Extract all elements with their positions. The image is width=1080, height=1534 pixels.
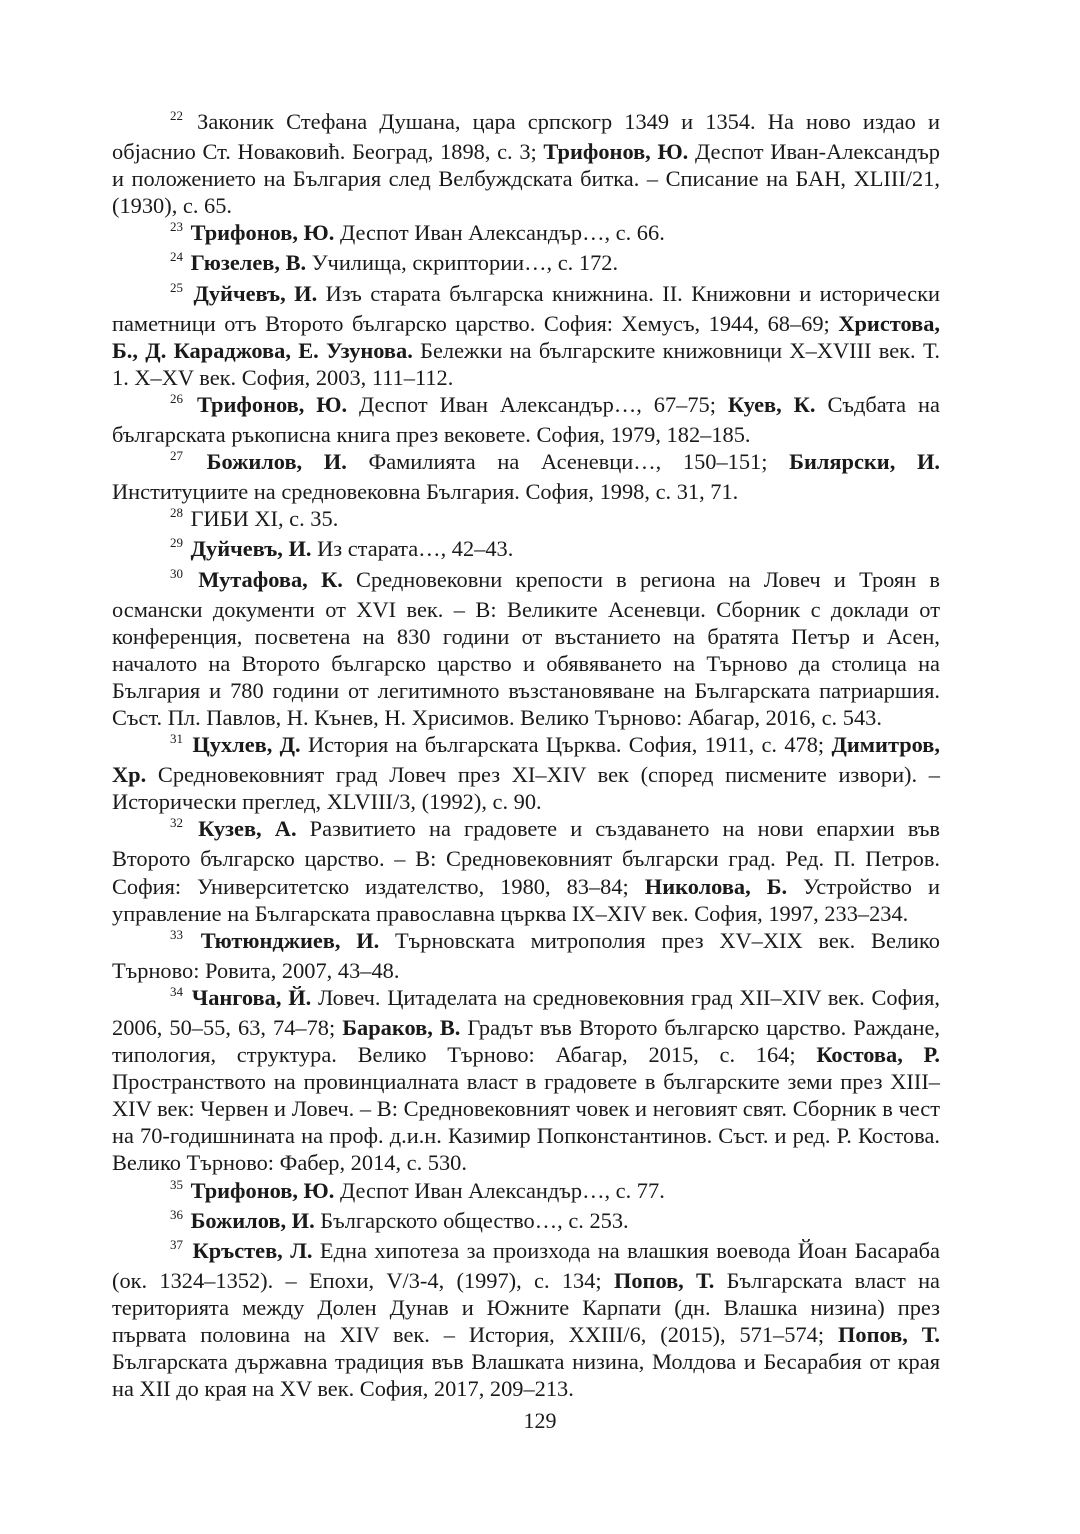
footnote-27 (112, 448, 940, 505)
footnote-25 (112, 280, 940, 391)
footnote-34 (112, 984, 940, 1177)
footnotes-block (112, 108, 940, 1402)
footnote-24 (112, 249, 940, 279)
author-name: Димитров, Хр. (112, 732, 940, 788)
citation-text: Деспот Иван Александър…, 67–75; (347, 391, 728, 417)
author-name: Кузев, А. (198, 816, 297, 842)
footnote-number: 30 (170, 565, 183, 581)
author-name: Трифонов, Ю. (196, 391, 348, 417)
footnote-23 (112, 219, 940, 249)
author-name: Трифонов, Ю. (190, 220, 335, 246)
author-name: Николова, Б. (644, 873, 788, 899)
citation-text: Една хипотеза за произхода на влашкия воевода Йоан Басараба (ок. 1324–1352). – Епохи, V/3-4, (1997), с. 134; (112, 1237, 940, 1293)
citation-text: Изъ старата българска книжнина. II. Книжовни и исторически паметници отъ Второто българско царство. София: Хемусъ, 1944, 68–69; (112, 280, 940, 336)
page-number: 129 (523, 1408, 557, 1433)
citation-text: Средновековният град Ловеч през XI–XIV век (според писмените извори). – Исторически преглед, XLVIII/3, (1992), с. 90. (112, 762, 940, 815)
citation-text: Търновската митрополия през XV–XIX век. Велико Търново: Ровита, 2007, 43–48. (112, 927, 940, 983)
citation-text: Развитието на градовете и създаването на нови епархии във Второто българско царство. – В: Средновековният български град. Ред. П. Петров. София: Университетско издателство, 1980, 83–84; (112, 816, 940, 899)
footnote-number: 24 (170, 249, 183, 265)
citation-text: Бележки на българските книжовници X–XVIII век. Т. 1. X–XV век. София, 2003, 111–112. (112, 337, 940, 390)
author-name: Билярски, И. (789, 449, 940, 475)
citation-text: История на българската Църква. София, 1911, с. 478; (300, 732, 832, 758)
footnote-33 (112, 927, 940, 984)
citation-text: Законик Стефана Душана, цара српскогр 1349 и 1354. На ново издао и објаснио Ст. Новаковић. Београд, 1898, с. 3; (112, 109, 940, 165)
footnote-28 (112, 505, 940, 535)
footnote-37 (112, 1237, 940, 1403)
footnote-number: 25 (170, 279, 183, 295)
footnote-26 (112, 391, 940, 448)
author-name: Костова, Р. (816, 1042, 940, 1068)
citation-text: Българското общество…, с. 253. (314, 1207, 629, 1233)
citation-text: Българската власт на територията между Долен Дунав и Южните Карпати (дн. Влашка низина) през първата половина на XIV век. – История, XXIII/6, (2015), 571–574; (112, 1267, 940, 1348)
footnote-22 (112, 108, 940, 219)
footnote-30 (112, 566, 940, 732)
footnote-number: 32 (170, 815, 183, 831)
citation-text: Деспот Иван-Александър и положението на България след Велбуждската битка. – Списание на БАН, XLIII/21, (1930), с. 65. (112, 139, 940, 219)
author-name: Дуйчевъ, И. (193, 280, 318, 306)
author-name: Гюзелев, В. (190, 250, 307, 276)
citation-text: Училища, скриптории…, с. 172. (306, 250, 619, 276)
author-name: Христова, Б., Д. Караджова, Е. Узунова. (112, 310, 940, 363)
citation-text: Деспот Иван Александър…, с. 77. (334, 1177, 665, 1203)
citation-text: Ловеч. Цитаделата на средновековния град XII–XIV век. София, 2006, 50–55, 63, 74–78; (112, 984, 940, 1040)
footnote-number: 33 (170, 926, 183, 942)
author-name: Трифонов, Ю. (190, 1177, 335, 1203)
citation-text: Деспот Иван Александър…, с. 66. (334, 220, 665, 246)
footnote-number: 23 (170, 219, 183, 235)
author-name: Цухлев, Д. (192, 732, 301, 758)
citation-text: Институциите на средновековна България. София, 1998, с. 31, 71. (112, 479, 739, 505)
author-name: Божилов, И. (206, 449, 347, 475)
footnote-number: 27 (170, 448, 183, 464)
author-name: Трифонов, Ю. (543, 139, 689, 165)
footnote-number: 37 (170, 1236, 183, 1252)
citation-text: Българската държавна традиция във Влашката низина, Молдова и Бесарабия от края на XII до края на XV век. София, 2017, 209–213. (112, 1349, 940, 1402)
footnote-number: 22 (170, 108, 183, 123)
author-name: Попов, Т. (837, 1322, 940, 1348)
author-name: Попов, Т. (613, 1267, 715, 1293)
citation-text: Фамилията на Асеневци…, 150–151; (346, 449, 790, 475)
footnote-number: 34 (170, 983, 183, 999)
footnote-number: 31 (170, 731, 183, 747)
citation-text: Устройство и управление на Българската православна църква IX–XIV век. София, 1997, 233–234. (112, 873, 941, 926)
footnote-number: 26 (170, 390, 183, 406)
author-name: Тютюнджиев, И. (200, 927, 380, 953)
author-name: Дуйчевъ, И. (190, 536, 312, 562)
citation-text: Средновековни крепости в региона на Ловеч и Троян в османски документи от XVI век. – В: Великите Асеневци. Сборник с доклади от конференция, посветена на 830 години от въстанието на братята Петър и Асен, началото на Второто българско царство и обявяването на Търново да столица на България и 780 години от легитимното възстановяване на Българската патриаршия. Съст. Пл. Павлов, Н. Кънев, Н. Хрисимов. Велико Търново: Абагар, 2016, с. 543. (112, 566, 940, 730)
footnote-29 (112, 535, 940, 565)
author-name: Бараков, В. (342, 1015, 461, 1040)
citation-text: Съдбата на българската ръкописна книга през вековете. София, 1979, 182–185. (112, 391, 940, 448)
footnote-number: 36 (170, 1206, 183, 1222)
footnote-31 (112, 731, 940, 815)
author-name: Божилов, И. (190, 1207, 315, 1233)
citation-text: ГИБИ XI, с. 35. (190, 506, 339, 532)
footnote-number: 35 (170, 1176, 183, 1192)
author-name: Мутафова, К. (198, 566, 343, 592)
footnote-36 (112, 1207, 940, 1237)
author-name: Куев, К. (727, 391, 816, 417)
citation-text: Из старата…, 42–43. (311, 536, 514, 562)
author-name: Чангова, Й. (191, 984, 312, 1010)
footnote-number: 29 (170, 535, 183, 551)
footnote-number: 28 (170, 505, 183, 521)
footnote-32 (112, 815, 940, 926)
citation-text: Градът във Второто българско царство. Раждане, типология, структура. Велико Търново: Абагар, 2015, с. 164; (112, 1015, 940, 1068)
citation-text: Пространството на провинциалната власт в градовете в българските земи през XIII–XIV век: Червен и Ловеч. – В: Средновековният човек и неговият свят. Сборник в чест на 70-годишнината на проф. д.и.н. Казимир Попконстантинов. Съст. и ред. Р. Костова. Велико Търново: Фабер, 2014, с. 530. (112, 1069, 940, 1176)
footnote-35 (112, 1177, 940, 1207)
author-name: Кръстев, Л. (192, 1237, 313, 1263)
